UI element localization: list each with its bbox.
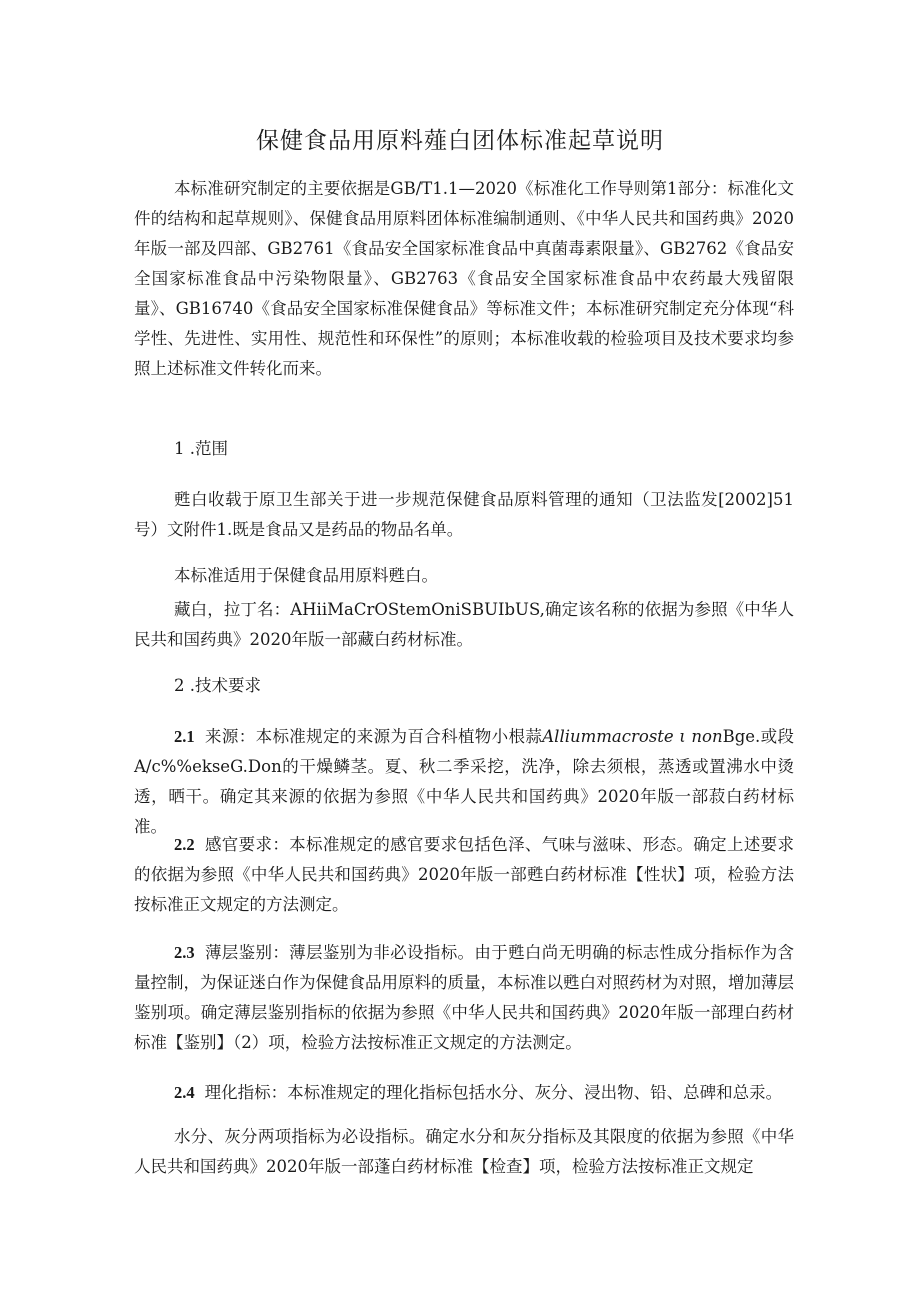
scope-text-2: 本标准适用于保健食品用原料甦白。: [174, 566, 438, 585]
scope-text-3: 藏白，拉丁名：AHiiMaCrOStemOniSBUIbUS,确定该名称的依据为参照《中华人民共和国药典》2020年版一部藏白药材标准。: [134, 600, 794, 649]
intro-paragraph: [134, 174, 794, 384]
section-2-1-text-a: 来源：本标准规定的来源为百合科植物小根蒜: [204, 727, 543, 746]
section-2-1-number: 2.1: [174, 727, 195, 746]
section-2-2-text: [134, 830, 794, 920]
section-2-heading: 2 .技术要求: [174, 676, 261, 695]
section-2-3-paragraph: [134, 938, 794, 1058]
section-2-1-text-b: Bge.或段A/c%%ekseG.Don的干燥鳞茎。夏、秋二季采挖，洗净，除去须根，蒸透或置沸水中烫透，晒干。确定其来源的依据为参照《中华人民共和国药典》2020年版一部菽白药材标准。: [134, 727, 795, 836]
section-2-3-text: [134, 938, 794, 1058]
section-2-2-number: 2.2: [174, 835, 195, 854]
section-2-4-text: [134, 1078, 794, 1108]
section-2-4-number: 2.4: [174, 1083, 195, 1102]
scope-paragraph-1: [134, 485, 794, 545]
section-2-3-number: 2.3: [174, 943, 195, 962]
section-2-4-paragraph: [134, 1078, 794, 1108]
intro-text: 本标准研究制定的主要依据是GB/T1.1—2020《标准化工作导则第1部分：标准化文件的结构和起草规则》、保健食品用原料团体标准编制通则、《中华人民共和国药典》2020年版一部及四部、GB2761《食品安全国家标准食品中真菌毒素限量》、GB2762《食品安全国家标准食品中污染物限量》、GB2763《食品安全国家标准食品中农药最大残留限量》、GB16740《食品安全国家标准保健食品》等标准文件；本标准研究制定充分体现“科学性、先进性、实用性、规范性和环保性”的原则；本标准收载的检验项目及技术要求均参照上述标准文件转化而来。: [134, 179, 794, 378]
latin-name: Alliummacroste ι non: [542, 727, 723, 746]
section-1-heading: 1 .范围: [174, 439, 228, 458]
section-2-1-paragraph: [134, 722, 794, 842]
section-2-4-body: 理化指标：本标准规定的理化指标包括水分、灰分、浸出物、铅、总碑和总汞。: [204, 1083, 783, 1102]
section-2-3-body: 薄层鉴别：薄层鉴别为非必设指标。由于甦白尚无明确的标志性成分指标作为含量控制，为保证迷白作为保健食品用原料的质量，本标准以甦白对照药材为对照，增加薄层鉴别项。确定薄层鉴别指标的依据为参照《中华人民共和国药典》2020年版一部理白药材标准【鉴别】（2）项，检验方法按标准正文规定的方法测定。: [134, 943, 794, 1052]
section-2-2-body: 感官要求：本标准规定的感官要求包括色泽、气味与滋味、形态。确定上述要求的依据为参照《中华人民共和国药典》2020年版一部甦白药材标准【性状】项，检验方法按标准正文规定的方法测定。: [134, 835, 794, 914]
section-2-1-text: [134, 722, 794, 842]
section-2-2-paragraph: [134, 830, 794, 920]
page-title: 保健食品用原料薤白团体标准起草说明: [256, 128, 664, 154]
scope-paragraph-3: [134, 595, 794, 655]
section-2-4-paragraph-2: [134, 1122, 794, 1182]
scope-paragraph-2: [134, 561, 794, 591]
section-2-4-text-2: 水分、灰分两项指标为必设指标。确定水分和灰分指标及其限度的依据为参照《中华人民共和国药典》2020年版一部蓬白药材标准【检查】项，检验方法按标准正文规定: [134, 1127, 794, 1176]
scope-text-1: 甦白收载于原卫生部关于进一步规范保健食品原料管理的通知（卫法监发[2002]51号）文附件1.既是食品又是药品的物品名单。: [134, 490, 794, 539]
